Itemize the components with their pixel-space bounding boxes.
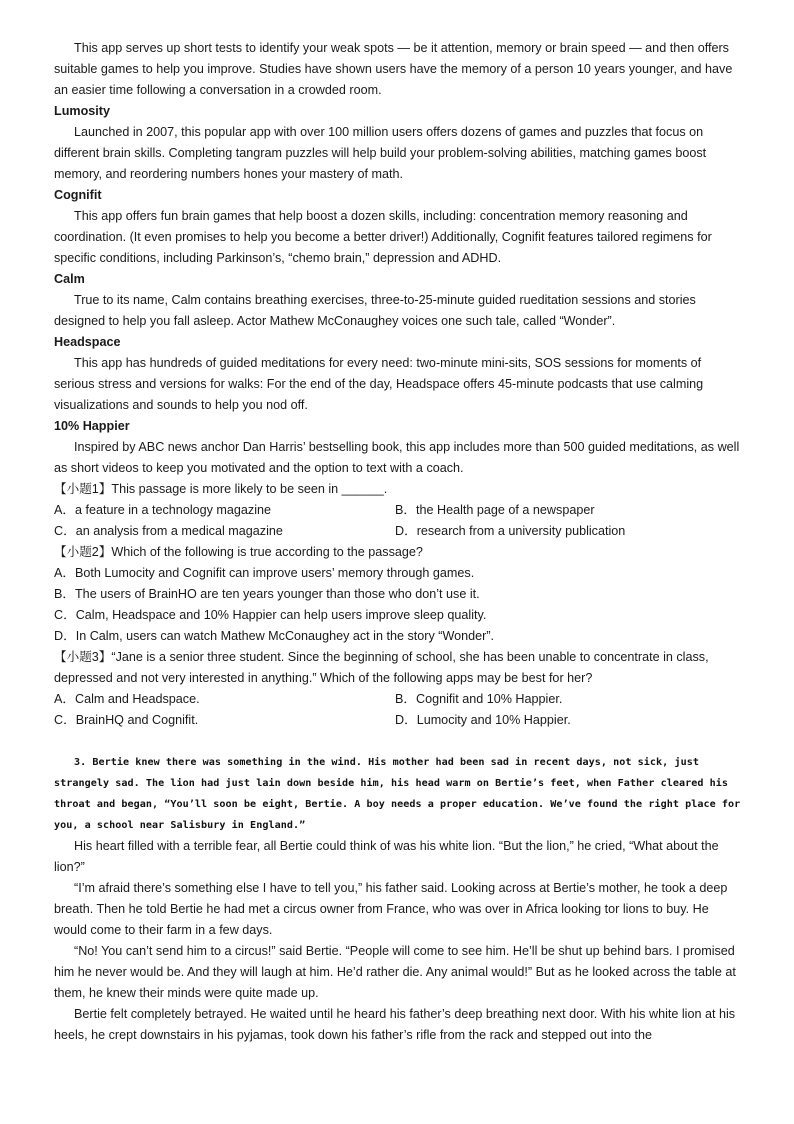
question-1-option-d: D．research from a university publication xyxy=(395,524,626,538)
question-2-option-b: B．The users of BrainHO are ten years younger than those who don’t use it. xyxy=(54,587,480,601)
question-2-option-a: A．Both Lumocity and Cognifit can improve users’ memory through games. xyxy=(54,566,475,580)
question-2-stem: 【小题2】Which of the following is true according to the passage? xyxy=(54,545,423,559)
question-1-option-b: B．the Health page of a newspaper xyxy=(395,503,595,517)
question-3-option-b: B．Cognifit and 10% Happier. xyxy=(395,692,563,706)
question-1-option-c: C．an analysis from a medical magazine xyxy=(54,524,283,538)
story-paragraph-3: “No! You can’t send him to a circus!” said Bertie. “People will come to see him. He’ll be shut up behind bars. I promised him he never would be. And they will laugh at him. He’d rather die. Any animal would!” But as he looked across the table at them, he knew their minds were quite made up. xyxy=(54,944,736,1000)
section-title-10-happier: 10% Happier xyxy=(54,419,130,433)
question-2-option-c: C．Calm, Headspace and 10% Happier can help users improve sleep quality. xyxy=(54,608,487,622)
question-3-options-row-2 xyxy=(54,710,744,731)
document-page xyxy=(54,38,744,1046)
story-paragraph-2: “I’m afraid there’s something else I have to tell you,” his father said. Looking across at Bertie’s mother, he took a deep breath. Then he told Bertie he had met a circus owner from France, who was over in Africa looking tor lions to buy. He would come to their farm in a few days. xyxy=(54,881,728,937)
section-body-lumosity: Launched in 2007, this popular app with over 100 million users offers dozens of games and puzzles that focus on different brain skills. Completing tangram puzzles will help build your problem-solving abilities, matching games boost memory, and reordering numbers hones your mastery of math. xyxy=(54,125,707,181)
question-3-options-row-1 xyxy=(54,689,744,710)
section-title-headspace: Headspace xyxy=(54,335,121,349)
question-2-option-d: D．In Calm, users can watch Mathew McConaughey act in the story “Wonder”. xyxy=(54,629,495,643)
question-1-stem: 【小题1】This passage is more likely to be seen in ______. xyxy=(54,482,388,496)
question-3-option-c: C．BrainHQ and Cognifit. xyxy=(54,713,199,727)
story-paragraph-4: Bertie felt completely betrayed. He waited until he heard his father’s deep breathing next door. With his white lion at his heels, he crept downstairs in his pyjamas, took down his father’s rifle from the rack and stepped out into the xyxy=(54,1007,736,1042)
question-1-option-a: A．a feature in a technology magazine xyxy=(54,503,272,517)
section-body-headspace: This app has hundreds of guided meditations for every need: two-minute mini-sits, SOS sessions for moments of serious stress and versions for walks: For the end of the day, Headspace offers 45-minute podcasts that use calming visualizations and sounds to help you nod off. xyxy=(54,356,704,412)
story-paragraph-1: His heart filled with a terrible fear, all Bertie could think of was his white lion. “But the lion,” he cried, “What about the lion?” xyxy=(54,839,719,874)
question-3-stem: 【小题3】“Jane is a senior three student. Since the beginning of school, she has been unable to concentrate in class, depressed and not very interested in anything.” Which of the following apps may be best for her? xyxy=(54,650,709,685)
section-body-calm: True to its name, Calm contains breathing exercises, three-to-25-minute guided rueditation sessions and stories designed to help you fall asleep. Actor Mathew McConaughey voices one such tale, called “Wonder”. xyxy=(54,293,696,328)
section-body-10-happier: Inspired by ABC news anchor Dan Harris’ bestselling book, this app includes more than 500 guided meditations, as well as short videos to keep you motivated and the option to text with a coach. xyxy=(54,440,740,475)
section-spacer xyxy=(54,731,744,752)
question-3-option-a: A．Calm and Headspace. xyxy=(54,692,200,706)
section-title-cognifit: Cognifit xyxy=(54,188,102,202)
section-title-lumosity: Lumosity xyxy=(54,104,110,118)
section-body-cognifit: This app offers fun brain games that help boost a dozen skills, including: concentration memory reasoning and coordination. (It even promises to help you become a better driver!) Additionally, Cognifit features tailored regimens for specific conditions, including Parkinson’s, “chemo brain,” depression and ADHD. xyxy=(54,209,712,265)
story-first-paragraph: 3. Bertie knew there was something in the wind. His mother had been sad in recent days, not sick, just strangely sad. The lion had just lain down beside him, his head warm on Bertie’s feet, when Father cleared his throat and began, “You’ll soon be eight, Bertie. A boy needs a proper education. We’ve found the right place for you, a school near Salisbury in England.” xyxy=(54,757,741,831)
question-1-options-row-2 xyxy=(54,521,744,542)
question-1-options-row-1 xyxy=(54,500,744,521)
intro-paragraph: This app serves up short tests to identify your weak spots — be it attention, memory or brain speed — and then offers suitable games to help you improve. Studies have shown users have the memory of a person 10 years younger, and have an easier time following a conversation in a crowded room. xyxy=(54,41,733,97)
question-3-option-d: D．Lumocity and 10% Happier. xyxy=(395,713,571,727)
section-title-calm: Calm xyxy=(54,272,85,286)
